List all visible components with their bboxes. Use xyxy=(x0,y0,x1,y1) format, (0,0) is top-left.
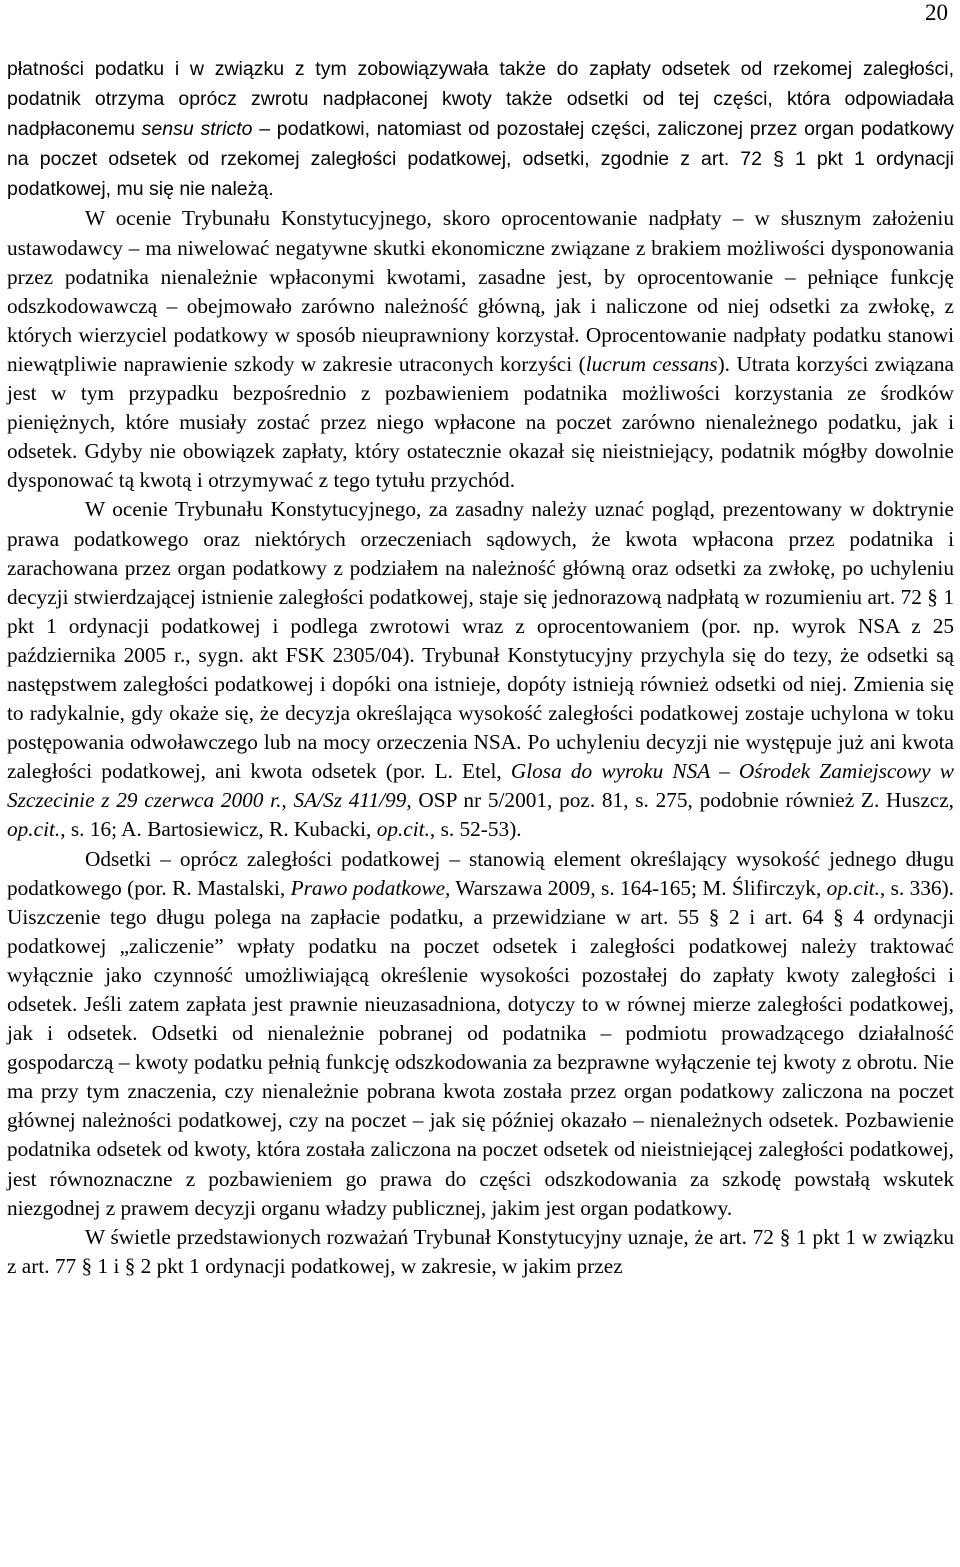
text-run: , OSP nr 5/2001, poz. 81, s. 275, podobnie również Z. Huszcz, xyxy=(406,788,954,813)
text-run: Odsetki – oprócz zaległości podatkowej – stanowią element określający wysokość jednego długu podatkowego (por. R. Mastalski, xyxy=(7,846,954,900)
paragraph xyxy=(7,54,954,204)
paragraph xyxy=(7,1223,954,1281)
text-run: W ocenie Trybunału Konstytucyjnego, za zasadny należy uznać pogląd, prezentowany w doktrynie prawa podatkowego oraz niektórych orzeczeniach sądowych, że kwota wpłacona przez podatnika i zarachowana przez organ podatkowy z podziałem na należność główną oraz odsetki za zwłokę, po uchyleniu decyzji stwierdzającej istnienie zaległości podatkowej, staje się jednorazową nadpłatą w rozumieniu art. 72 § 1 pkt 1 ordynacji podatkowej i podlega zwrotowi wraz z oprocentowaniem (por. np. wyrok NSA z 25 października 2005 r., sygn. akt FSK 2305/04). Trybunał Konstytucyjny przychyla się do tezy, że odsetki są następstwem zaległości podatkowej i dopóki ona istnieje, dopóty istnieją również odsetki od niej. Zmienia się to radykalnie, gdy okaże się, że decyzja określająca wysokość zaległości podatkowej zostaje uchylona w toku postępowania odwoławczego lub na mocy orzeczenia NSA. Po uchyleniu decyzji nie występuje już ani kwota zaległości podatkowej, ani kwota odsetek (por. L. Etel, xyxy=(7,497,954,784)
italic-text-run: op.cit. xyxy=(826,875,880,900)
text-run: W świetle przedstawionych rozważań Trybunał Konstytucyjny uznaje, że art. 72 § 1 pkt 1 w związku z art. 77 § 1 i § 2 pkt 1 ordynacji podatkowej, w zakresie, w jakim przez xyxy=(7,1224,954,1278)
text-run: ). Utrata korzyści związana jest w tym przypadku bezpośrednio z pozbawieniem podatnika możliwości korzystania ze środków pieniężnych, które musiały zostać przez niego wpłacone na poczet zarówno nienależnego podatku, jak i odsetek. Gdyby nie obowiązek zapłaty, który ostatecznie okazał się nieistniejący, podatnik mógłby dowolnie dysponować tą kwotą i otrzymywać z tego tytułu przychód. xyxy=(7,351,954,493)
paragraph xyxy=(7,204,954,495)
text-run: płatności podatku i w związku z tym zobowiązywała także do zapłaty odsetek od rzekomej zaległości, podatnik otrzyma oprócz zwrotu nadpłaconej kwoty także odsetki od tej części, która odpowiadała nadpłaconemu xyxy=(7,58,954,141)
italic-text-run: op.cit. xyxy=(376,817,430,842)
document-body xyxy=(7,54,954,1281)
italic-text-run: sensu stricto xyxy=(141,118,253,141)
text-run: W ocenie Trybunału Konstytucyjnego, skoro oprocentowanie nadpłaty – w słusznym założeniu ustawodawcy – ma niwelować negatywne skutki ekonomiczne związane z brakiem możliwości dysponowania przez podatnika nienależnie wpłaconymi kwotami, zasadne jest, by oprocentowanie – pełniące funkcję odszkodowawczą – obejmowało zarówno należność główną, jak i naliczone od niej odsetki za zwłokę, z których wierzyciel podatkowy w sposób nieuprawniony korzystał. Oprocentowanie nadpłaty podatku stanowi niewątpliwie naprawienie szkody w zakresie utraconych korzyści ( xyxy=(7,206,954,376)
italic-text-run: Glosa do wyroku NSA – Ośrodek Zamiejscowy w Szczecinie z 29 czerwca 2000 r., SA/Sz 411/99 xyxy=(7,759,954,813)
text-run: , s. 336). Uiszczenie tego długu polega na zapłacie podatku, a przewidziane w art. 55 § 2 i art. 64 § 4 ordynacji podatkowej „zaliczenie” wpłaty podatku na poczet odsetek i zaległości podatkowej należy traktować wyłącznie jako czynność umożliwiającą określenie wysokości pozostałej do zapłaty kwoty zaległości i odsetek. Jeśli zatem zapłata jest prawnie nieuzasadniona, dotyczy to w równej mierze zaległości podatkowej, jak i odsetek. Odsetki od nienależnie pobranej od podatnika – podmiotu prowadzącego działalność gospodarczą – kwoty podatku pełnią funkcję odszkodowania za bezprawne wyłączenie tej kwoty z obrotu. Nie ma przy tym znaczenia, czy nienależnie pobrana kwota została przez organ podatkowy zaliczona na poczet głównej należności podatkowej, czy na poczet – jak się później okazało – nienależnych odsetek. Pozbawienie podatnika odsetek od kwoty, która została zaliczona na poczet odsetek od nieistniejącej zaległości podatkowej, jest równoznaczne z pozbawieniem go prawa do części odszkodowania za szkodę powstałą wskutek niezgodnej z prawem decyzji organu władzy publicznej, jakim jest organ podatkowy. xyxy=(7,875,954,1220)
paragraph xyxy=(7,845,954,1223)
italic-text-run: op.cit. xyxy=(7,817,61,842)
text-run: Warszawa 2009, s. 164-165; M. Ślifirczyk, xyxy=(450,875,827,900)
italic-text-run: lucrum cessans xyxy=(585,351,718,376)
text-run: , s. 16; A. Bartosiewicz, R. Kubacki, xyxy=(60,817,377,842)
italic-text-run: Prawo podatkowe, xyxy=(290,875,451,900)
page-number: 20 xyxy=(925,0,948,25)
text-run: , s. 52-53). xyxy=(429,817,522,842)
text-run: – podatkowi, natomiast od pozostałej części, zaliczonej przez organ podatkowy na poczet odsetek od rzekomej zaległości podatkowej, odsetki, zgodnie z art. 72 § 1 pkt 1 ordynacji podatkowej, mu się nie należą. xyxy=(7,118,954,201)
paragraph xyxy=(7,495,954,844)
